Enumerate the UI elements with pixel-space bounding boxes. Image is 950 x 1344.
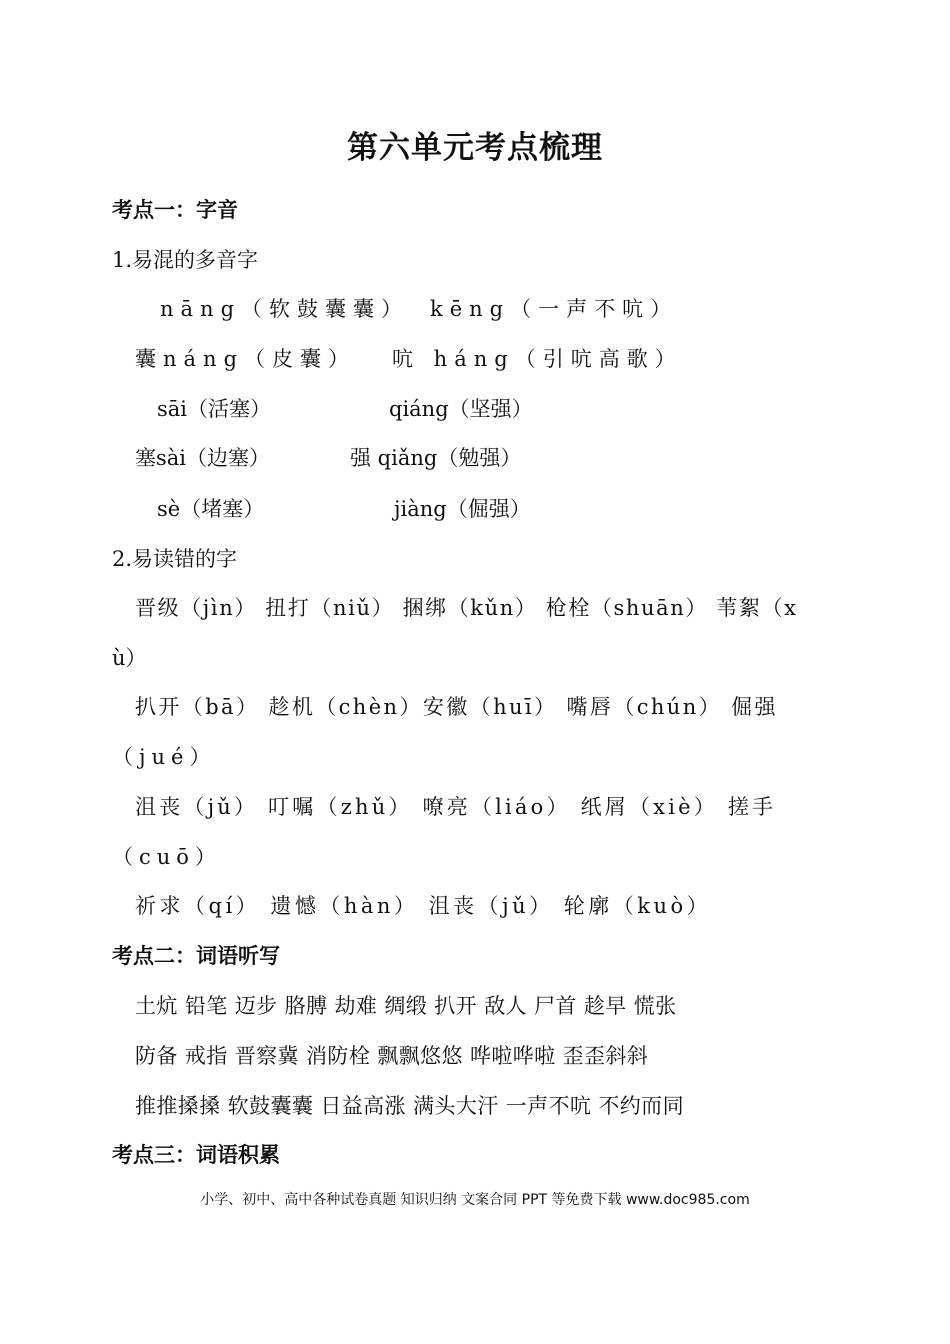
subheading-polyphonic: 1.易混的多音字 — [112, 248, 259, 272]
poly-right-3: qiáng（坚强） — [389, 397, 533, 421]
poly-right-2: 吭 háng（引吭高歌） — [392, 347, 683, 371]
misread-line-2: 扒开（bā） 趁机（chèn）安徽（huī） 嘴唇（chún） 倔强 — [135, 695, 778, 719]
poly-left-2: 囊náng（皮囊） — [135, 347, 357, 371]
section-heading-2: 考点二：词语听写 — [112, 944, 280, 968]
poly-right-4: 强 qiǎng（勉强） — [350, 446, 522, 470]
poly-left-5: sè（堵塞） — [157, 497, 265, 521]
poly-left-1: nāng（软鼓囊囊） — [160, 297, 410, 321]
misread-line-1-cont: ù） — [112, 646, 147, 670]
poly-right-1: kēng（一声不吭） — [430, 297, 679, 321]
section-heading-1: 考点一：字音 — [112, 198, 238, 222]
section-heading-3: 考点三：词语积累 — [112, 1143, 280, 1167]
poly-left-4: 塞sài（边塞） — [135, 446, 271, 470]
misread-line-3: 沮丧（jǔ） 叮嘱（zhǔ） 嘹亮（liáo） 纸屑（xiè） 搓手 — [135, 795, 777, 819]
dictation-line-1: 土炕 铅笔 迈步 胳膊 劫难 绸缎 扒开 敌人 尸首 趁早 慌张 — [135, 994, 677, 1018]
misread-line-4: 祈求（qí） 遗憾（hàn） 沮丧（jǔ） 轮廓（kuò） — [135, 894, 712, 918]
misread-line-2-cont: （jué） — [112, 745, 217, 769]
dictation-line-2: 防备 戒指 晋察冀 消防栓 飘飘悠悠 哗啦哗啦 歪歪斜斜 — [135, 1044, 649, 1068]
dictation-line-3: 推推搡搡 软鼓囊囊 日益高涨 满头大汗 一声不吭 不约而同 — [135, 1094, 684, 1118]
subheading-misread: 2.易读错的字 — [112, 547, 238, 571]
poly-left-3: sāi（活塞） — [157, 397, 272, 421]
page-title: 第六单元考点梳理 — [347, 130, 603, 166]
poly-right-5: jiàng（倔强） — [394, 497, 531, 521]
misread-line-1: 晋级（jìn） 扭打（niǔ） 捆绑（kǔn） 枪栓（shuān） 苇絮（x — [135, 596, 798, 620]
page-footer: 小学、初中、高中各种试卷真题 知识归纳 文案合同 PPT 等免费下载 www.doc985.com — [200, 1192, 750, 1208]
misread-line-3-cont: （cuō） — [112, 845, 222, 869]
